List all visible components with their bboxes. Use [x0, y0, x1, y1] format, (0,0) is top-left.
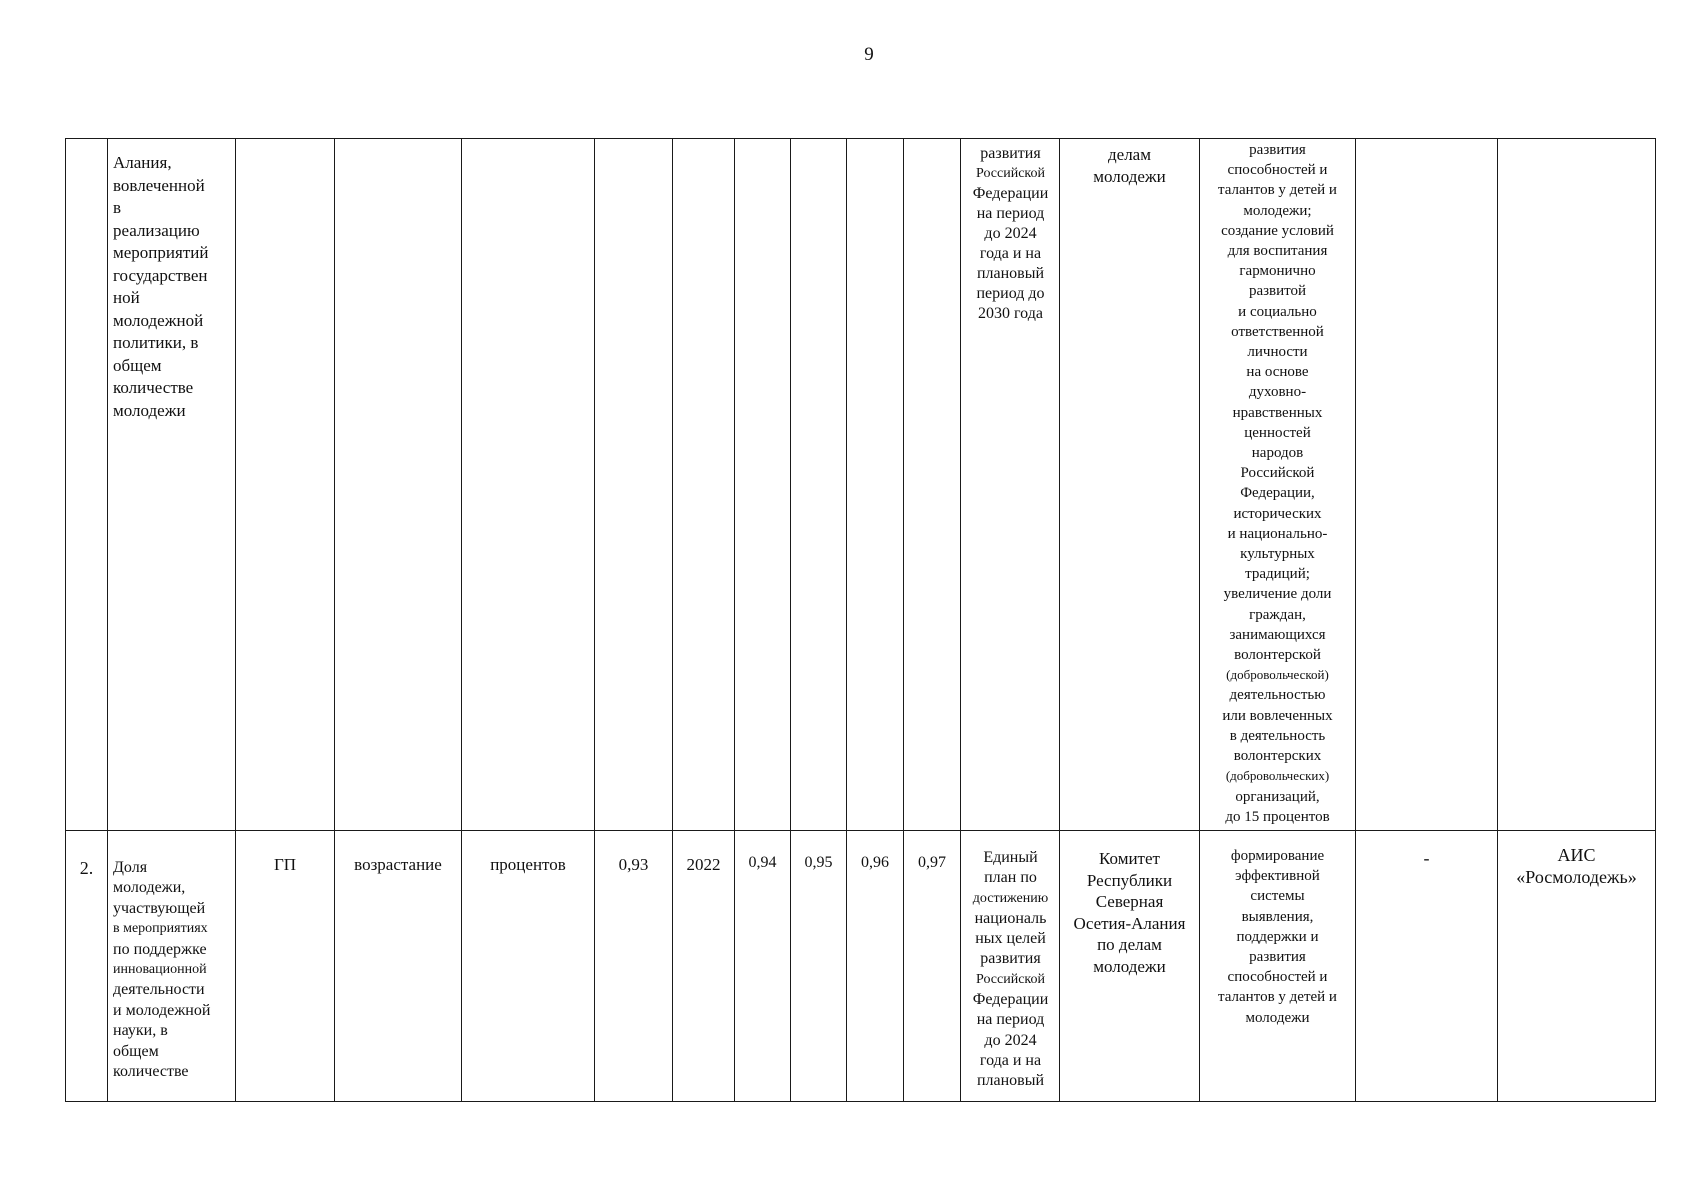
- goal-line: Федерации,: [1240, 485, 1315, 502]
- name-line: государствен: [113, 265, 208, 285]
- name-line: молодежи: [113, 400, 186, 420]
- document-line: до 2024: [984, 1031, 1037, 1049]
- goal-cell: [1200, 140, 1355, 827]
- goal-line: выявления,: [1241, 908, 1314, 925]
- goal-line: формирование: [1230, 848, 1325, 864]
- goal-line: деятельностью: [1229, 687, 1326, 704]
- goal-line: эффективной: [1235, 868, 1320, 885]
- value-cell: 0,94: [748, 854, 777, 871]
- value-cell: 0,95: [804, 854, 833, 871]
- value-cell: 0,97: [918, 854, 946, 871]
- column-border: [107, 138, 108, 1102]
- name-line: общем: [113, 355, 162, 375]
- source-document-cell: [961, 848, 1060, 1092]
- document-line: период до: [976, 285, 1045, 302]
- responsible-line: Северная: [1095, 892, 1164, 911]
- goal-line: увеличение доли: [1223, 586, 1332, 603]
- source-document-cell: [961, 144, 1060, 324]
- name-line: количестве: [113, 1063, 189, 1081]
- base-year-cell: 2022: [686, 855, 721, 874]
- responsible-cell: [1060, 848, 1199, 977]
- name-line: ной: [113, 288, 140, 307]
- name-line: науки, в: [113, 1022, 168, 1040]
- goal-line: (добровольческих): [1225, 768, 1330, 784]
- document-line: развития: [980, 145, 1041, 162]
- goal-line: молодежи: [1245, 1009, 1310, 1026]
- column-border: [235, 138, 236, 1102]
- name-line: в: [113, 198, 122, 217]
- column-border: [1655, 138, 1656, 1102]
- responsible-line: Комитет: [1099, 849, 1160, 868]
- goal-line: личности: [1247, 344, 1308, 361]
- responsible-line: Республики: [1086, 870, 1173, 890]
- link-cell: -: [1423, 848, 1430, 868]
- goal-line: волонтерской: [1234, 647, 1321, 664]
- responsible-line: молодежи: [1093, 167, 1166, 186]
- responsible-line: по делам: [1097, 935, 1162, 954]
- indicator-level: ГП: [273, 855, 297, 874]
- document-line: плановый: [976, 1072, 1045, 1090]
- goal-line: Российской: [1240, 465, 1315, 482]
- name-line: в мероприятиях: [113, 921, 208, 937]
- column-border: [846, 138, 847, 1102]
- goal-line: занимающихся: [1229, 626, 1326, 643]
- document-line: план по: [984, 869, 1037, 887]
- goal-cell: [1200, 846, 1355, 1028]
- goal-line: волонтерских: [1233, 748, 1322, 765]
- column-border: [790, 138, 791, 1102]
- indicator-name-cell: [113, 858, 235, 1082]
- page-number: 9: [864, 44, 874, 65]
- name-line: реализацию: [113, 220, 200, 240]
- row-divider: [65, 830, 1655, 831]
- name-line: Алания,: [113, 153, 172, 172]
- name-line: молодежи,: [113, 879, 186, 897]
- responsible-line: молодежи: [1093, 956, 1166, 976]
- name-line: молодежной: [113, 310, 204, 330]
- goal-line: организаций,: [1235, 788, 1320, 805]
- responsible-cell: [1060, 144, 1199, 188]
- base-value-cell: 0,93: [618, 855, 649, 874]
- name-line: по поддержке: [113, 940, 207, 958]
- info-system-line: «Росмолодежь»: [1516, 867, 1637, 887]
- document-line: развития: [980, 950, 1041, 968]
- goal-line: ценностей: [1244, 424, 1311, 441]
- responsible-line: делам: [1108, 145, 1151, 164]
- name-line: деятельности: [113, 981, 205, 999]
- document-line: достижению: [972, 890, 1049, 906]
- goal-line: народов: [1251, 445, 1304, 462]
- goal-line: создание условий: [1221, 222, 1334, 239]
- name-line: инновационной: [113, 962, 207, 978]
- row-number: 2.: [79, 858, 94, 878]
- goal-line: способностей и: [1227, 969, 1328, 986]
- document-line: Российской: [976, 166, 1045, 181]
- goal-line: духовно-: [1248, 384, 1307, 401]
- column-border: [334, 138, 335, 1102]
- goal-line: (добровольческой): [1226, 667, 1329, 683]
- document-line: националь: [974, 909, 1047, 927]
- goal-line: для воспитания: [1227, 243, 1328, 260]
- goal-line: молодежи;: [1243, 202, 1312, 219]
- table-top-border: [65, 138, 1655, 139]
- info-system-line: АИС: [1557, 845, 1596, 865]
- document-line: ных целей: [975, 930, 1046, 948]
- column-border: [672, 138, 673, 1102]
- document-line: на период: [976, 1011, 1045, 1029]
- goal-line: гармонично: [1239, 263, 1316, 280]
- goal-line: развития: [1249, 949, 1306, 966]
- goal-line: развития: [1249, 142, 1306, 158]
- name-line: вовлеченной: [113, 175, 205, 195]
- column-border: [461, 138, 462, 1102]
- value-cell: 0,96: [861, 854, 889, 871]
- table-bottom-border: [65, 1101, 1655, 1102]
- document-line: года и на: [979, 245, 1042, 262]
- goal-line: системы: [1250, 888, 1305, 905]
- name-line: количестве: [113, 378, 194, 397]
- goal-line: ответственной: [1231, 323, 1324, 340]
- document-line: на период: [976, 205, 1045, 222]
- goal-line: или вовлеченных: [1222, 707, 1333, 724]
- document-line: Единый: [983, 849, 1038, 866]
- goal-line: традиций;: [1245, 566, 1310, 583]
- goal-line: в деятельность: [1229, 727, 1326, 744]
- column-border: [1355, 138, 1356, 1102]
- name-line: мероприятий: [113, 243, 209, 262]
- column-border: [734, 138, 735, 1102]
- document-line: Федерации: [972, 185, 1049, 202]
- document-line: года и на: [979, 1051, 1042, 1069]
- goal-line: и социально: [1238, 303, 1317, 320]
- goal-line: талантов у детей и: [1218, 989, 1337, 1006]
- column-border: [65, 138, 66, 1102]
- unit-cell: процентов: [490, 855, 566, 874]
- information-system-cell: [1498, 844, 1655, 888]
- goal-line: способностей и: [1227, 162, 1328, 179]
- document-line: до 2024: [984, 225, 1037, 242]
- indicator-name-cell: [113, 152, 235, 422]
- name-line: участвующей: [113, 899, 206, 917]
- name-line: общем: [113, 1042, 159, 1060]
- goal-line: нравственных: [1232, 404, 1323, 421]
- goal-line: и национально-: [1227, 525, 1328, 542]
- goal-line: культурных: [1240, 546, 1315, 563]
- name-line: политики, в: [113, 333, 199, 352]
- column-border: [594, 138, 595, 1102]
- goal-line: талантов у детей и: [1218, 182, 1337, 199]
- column-border: [903, 138, 904, 1102]
- name-line: Доля: [113, 859, 148, 876]
- goal-line: развитой: [1248, 283, 1307, 300]
- document-line: Федерации: [972, 991, 1049, 1009]
- goal-line: граждан,: [1249, 606, 1306, 623]
- trend-cell: возрастание: [354, 855, 442, 874]
- column-border: [1497, 138, 1498, 1102]
- responsible-line: Осетия-Алания: [1073, 913, 1186, 933]
- name-line: и молодежной: [113, 1001, 211, 1019]
- goal-line: до 15 процентов: [1225, 808, 1330, 825]
- document-line: 2030 года: [978, 305, 1043, 322]
- document-line: Российской: [976, 971, 1045, 987]
- goal-line: поддержки и: [1236, 928, 1319, 945]
- document-line: плановый: [976, 265, 1045, 282]
- goal-line: на основе: [1246, 364, 1309, 381]
- goal-line: исторических: [1233, 505, 1322, 522]
